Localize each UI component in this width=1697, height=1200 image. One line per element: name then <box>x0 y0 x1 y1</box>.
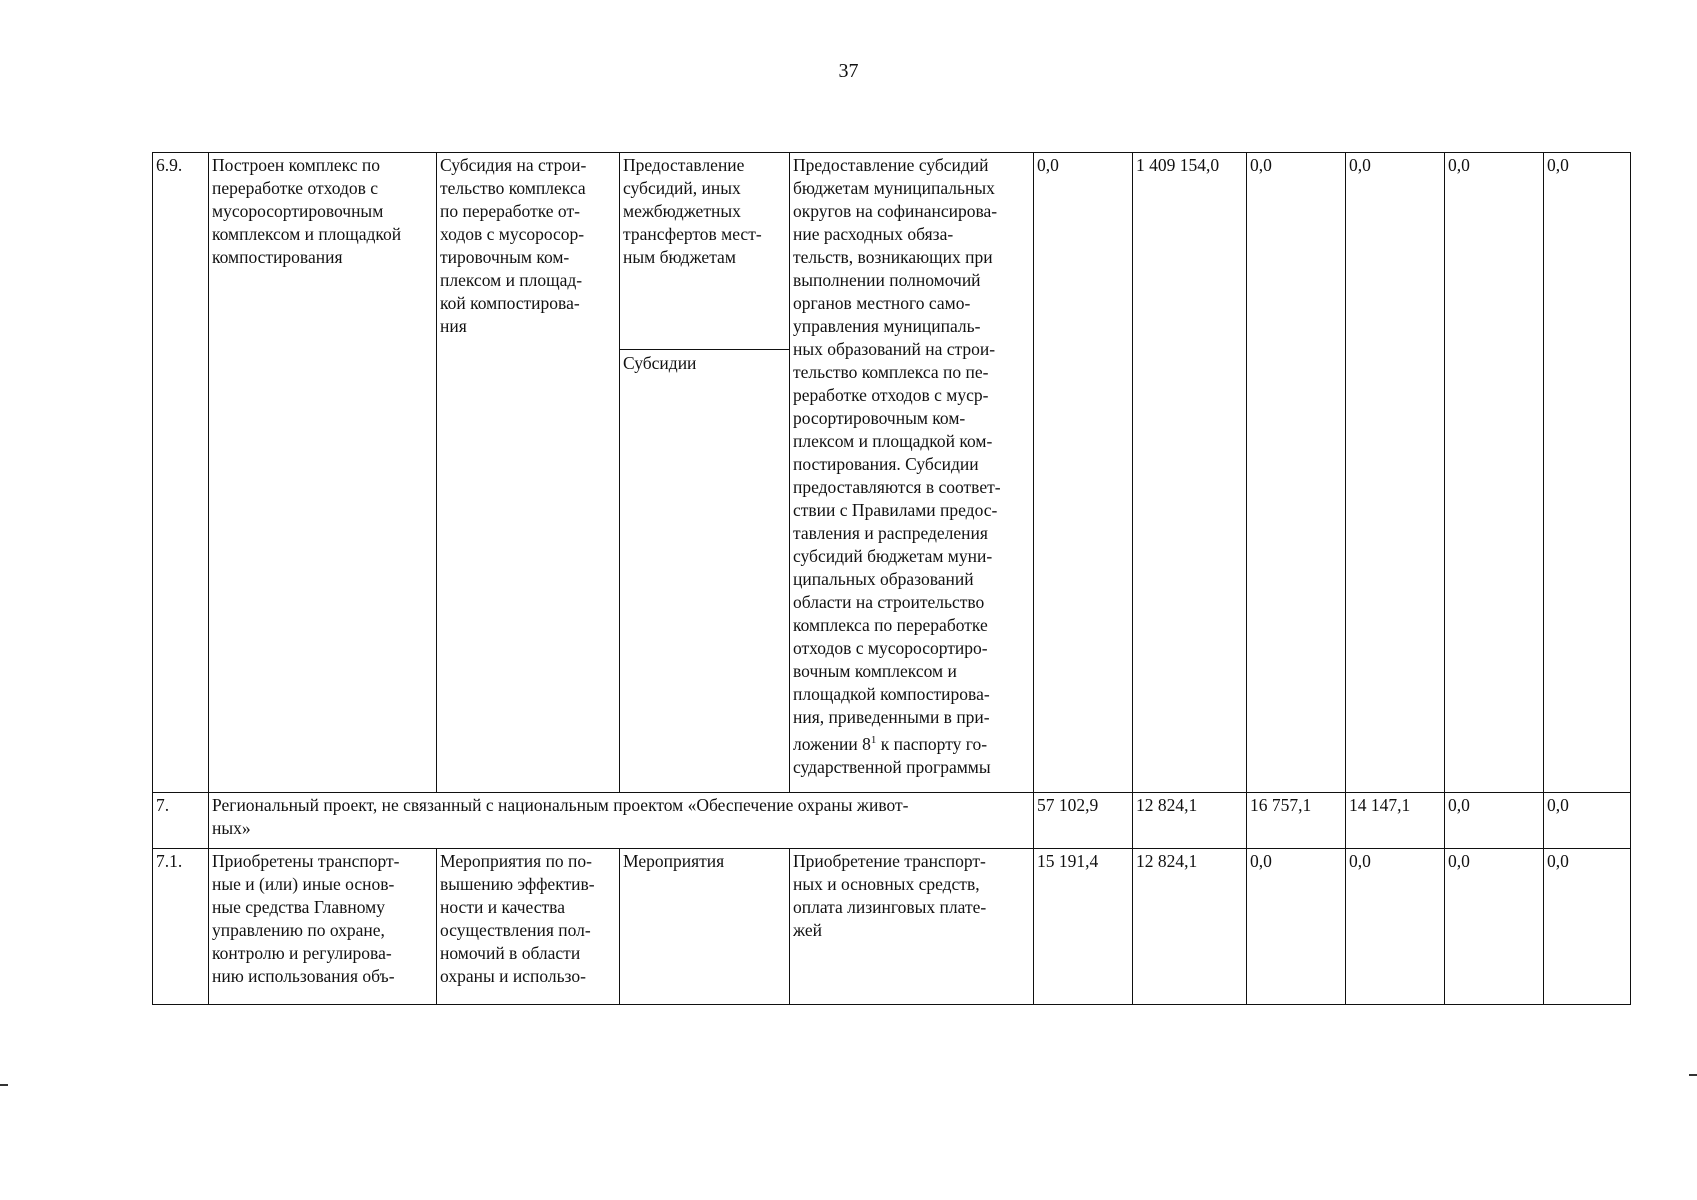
value-cell: 12 824,1 <box>1133 793 1247 849</box>
value-cell: 0,0 <box>1544 793 1631 849</box>
row-number: 7. <box>153 793 209 849</box>
page-number: 37 <box>838 60 859 82</box>
value-cell: 12 824,1 <box>1133 849 1247 1005</box>
program-table <box>152 152 1631 1005</box>
description-cell <box>790 153 1034 793</box>
value-cell: 0,0 <box>1445 849 1544 1005</box>
value-cell: 57 102,9 <box>1034 793 1133 849</box>
row-number: 7.1. <box>153 849 209 1005</box>
value-cell: 0,0 <box>1247 153 1346 793</box>
measure-name-cell: Субсидия на строи- тельство комплекса по переработке от- ходов с мусоросор- тировочным ком- плексом и площад- кой компостирова- ния <box>437 153 620 793</box>
value-cell: 0,0 <box>1544 849 1631 1005</box>
table-row-7 <box>153 793 1631 849</box>
value-cell: 0,0 <box>1544 153 1631 793</box>
value-cell: 15 191,4 <box>1034 849 1133 1005</box>
description-text: Предоставление субсидий бюджетам муниципальных округов на софинансирова- ние расходных обяза- тельств, возникающих при выполнении полномочий органов местного само- управления муниципаль- ных образований на строи- тельство комплекса по пе- реработке отходов с муср- росортировочным ком- плексом и площадкой ком- постирования. Субсидии предоставляются в соответ- ствии с Правилами предос- тавления и распределения субсидий бюджетам муни- ципальных образований области на строительство комплекса по переработке отходов с мусоросортиро- вочным комплексом и площадкой компостирова- ния, приведенными в при- ложении 8 <box>793 155 1001 754</box>
result-cell: Построен комплекс по переработке отходов с мусоросортировочным комплексом и площадкой компостирования <box>209 153 437 793</box>
value-cell: 0,0 <box>1346 153 1445 793</box>
measure-type-primary: Предоставление субсидий, иных межбюджетных трансфертов мест- ным бюджетам <box>620 153 789 350</box>
measure-type-secondary: Субсидии <box>623 353 697 373</box>
table-row-6-9 <box>153 153 1631 793</box>
project-title-cell: Региональный проект, не связанный с национальным проектом «Обеспечение охраны живот- ных» <box>209 793 1034 849</box>
measure-type-cell: Мероприятия <box>620 849 790 1005</box>
measure-type-cell <box>620 153 790 793</box>
value-cell: 0,0 <box>1247 849 1346 1005</box>
description-tail: к паспорту го- сударственной программы <box>793 733 991 777</box>
description-cell: Приобретение транспорт- ных и основных средств, оплата лизинговых плате- жей <box>790 849 1034 1005</box>
value-cell: 0,0 <box>1445 153 1544 793</box>
scan-edge-mark-right <box>1689 1074 1697 1076</box>
row-number: 6.9. <box>153 153 209 793</box>
value-cell: 0,0 <box>1346 849 1445 1005</box>
value-cell: 14 147,1 <box>1346 793 1445 849</box>
measure-name-cell: Мероприятия по по- вышению эффектив- ности и качества осуществления пол- номочий в области охраны и использо- <box>437 849 620 1005</box>
table-row-7-1 <box>153 849 1631 1005</box>
value-cell: 0,0 <box>1034 153 1133 793</box>
value-cell: 0,0 <box>1445 793 1544 849</box>
value-cell: 1 409 154,0 <box>1133 153 1247 793</box>
result-cell: Приобретены транспорт- ные и (или) иные основ- ные средства Главному управлению по охране, контролю и регулирова- нию использования объ- <box>209 849 437 1005</box>
scan-edge-mark-left <box>0 1084 8 1086</box>
description-superscript: 1 <box>870 734 877 746</box>
value-cell: 16 757,1 <box>1247 793 1346 849</box>
